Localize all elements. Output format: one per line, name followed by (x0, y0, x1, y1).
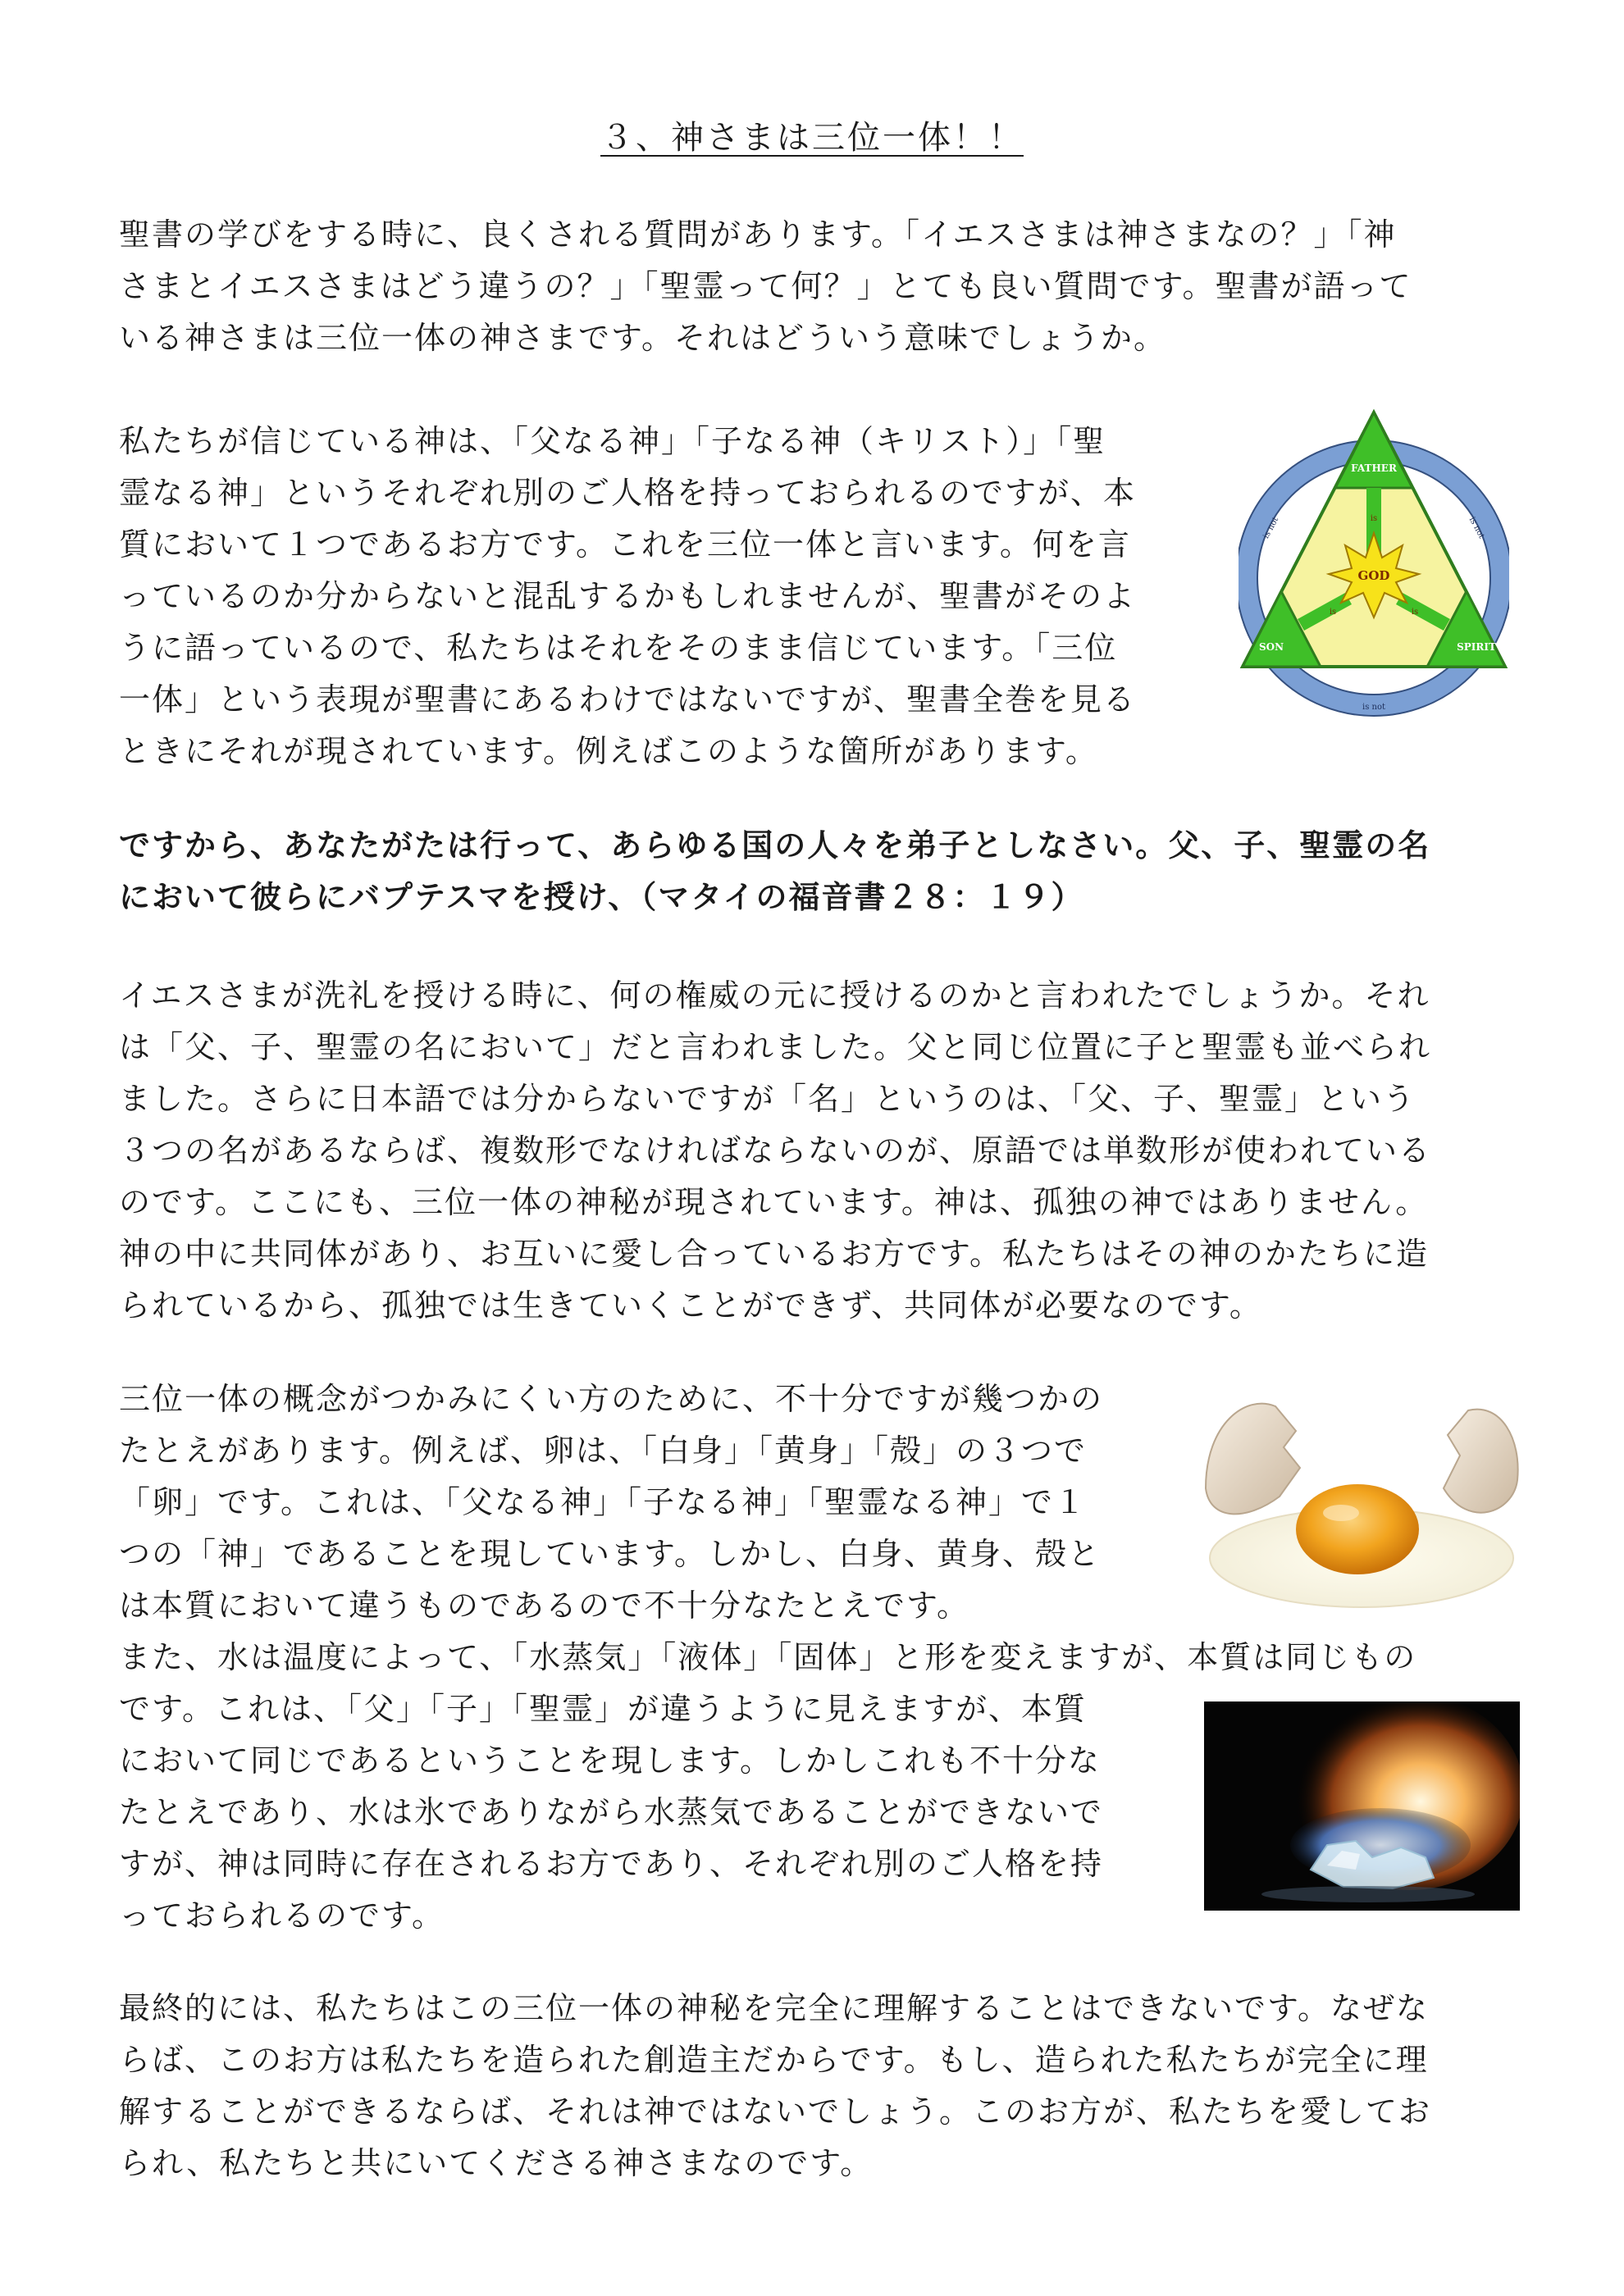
father-label: FATHER (1351, 462, 1397, 474)
baptism-paragraph: イエスさまが洗礼を授ける時に、何の権威の元に授けるのかと言われたでしょうか。それ は「父、子、聖霊の名において」だと言われました。父と同じ位置に子と聖霊も並べられ ました。さらに日本語では分からないですが「名」というのは、「父、子、聖霊」という ３つの名があるならば、複数形でなければならないのが、原語では単数形が使われている のです。ここにも、三位一体の神秘が現されています。神は、孤独の神ではありません。 神の中に共同体があり、お互いに愛し合っているお方です。私たちはその神のかたちに造 られているから、孤独では生きていくことができず、共同体が必要なのです。 (119, 977, 1432, 1323)
page-title: ３、神さまは三位一体！！ (600, 119, 1024, 157)
final-paragraph: 最終的には、私たちはこの三位一体の神秘を完全に理解することはできないです。なぜな らば、このお方は私たちを造られた創造主だからです。もし、造られた私たちが完全に理 解することができるならば、それは神ではないでしょう。このお方が、私たちを愛してお られ、私たちと共にいてくださる神さまなのです。 (119, 1990, 1432, 2181)
egg-analogy-paragraph: 三位一体の概念がつかみにくい方のために、不十分ですが幾つかの たとえがあります。例えば、卵は、「白身」「黄身」「殻」の３つで 「卵」です。これは、「父なる神」「子なる神」「聖霊なる神」で１ つの「神」であることを現しています。しかし、白身、黄身、殻と は本質において違うものであるので不十分なたとえです。 また、水は温度によって、「水蒸気」「液体」「固体」と形を変えますが、本質は同じもの です。これは、「父」「子」「聖霊」が違うように見えますが、本質 において同じであるということを現します。しかしこれも不十分な たとえであり、水は氷でありながら水蒸気であることができないで すが、神は同時に存在されるお方であり、それぞれ別のご人格を持 っておられるのです。 (119, 1381, 1417, 1934)
god-label: GOD (1357, 568, 1390, 583)
son-label: SON (1258, 641, 1284, 653)
scripture-verse: ですから、あなたがたは行って、あらゆる国の人々を弟子としなさい。父、子、聖霊の名 において彼らにバプテスマを授け、（マタイの福音書２８：１９） (119, 827, 1431, 915)
is-not-label-bottom: is not (1362, 703, 1385, 712)
fire-ice-image (1204, 1702, 1520, 1911)
intro-paragraph: 聖書の学びをする時に、良くされる質問があります。「イエスさまは神さまなの？」「神 さまとイエスさまはどう違うの？」「聖霊って何？」とても良い質問です。聖書が語って いる神さまは三位一体の神さまです。それはどういう意味でしょうか。 (119, 216, 1412, 356)
is-label-spirit: is (1411, 608, 1419, 617)
is-not-label-left: is not (1261, 515, 1281, 540)
spirit-label: SPIRIT (1457, 641, 1496, 653)
egg-yolk (1296, 1484, 1419, 1574)
is-label-father: is (1370, 514, 1378, 523)
trinity-diagram (1239, 406, 1509, 726)
is-label-son: is (1329, 608, 1337, 617)
trinity-paragraph: 私たちが信じている神は、「父なる神」「子なる神（キリスト）」「聖 霊なる神」というそれぞれ別のご人格を持っておられるのですが、本 質において１つであるお方です。これを三位一体と言います。何を言 っているのか分からないと混乱するかもしれませんが、聖書がそのよ うに語っているので、私たちはそれをそのまま信じています。「三位 一体」という表現が聖書にあるわけではないですが、聖書全巻を見る ときにそれが現されています。例えばこのような箇所があります。 (119, 423, 1137, 769)
egg-image (1197, 1390, 1521, 1611)
is-not-label-right: is not (1467, 515, 1486, 540)
